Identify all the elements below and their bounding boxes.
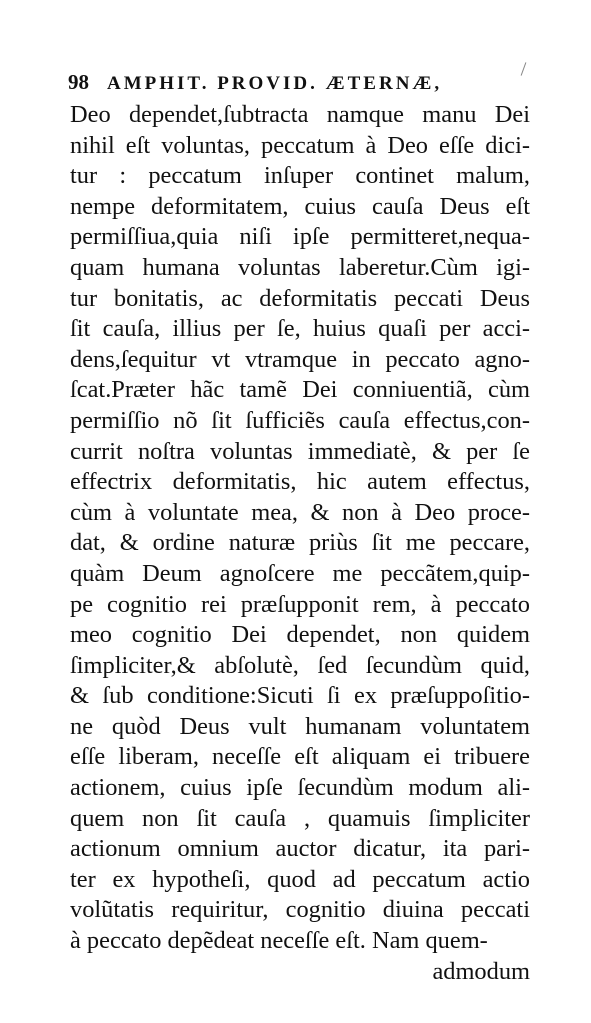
text-line: quam humana voluntas laberetur.Cùm igi- bbox=[70, 253, 530, 281]
running-head bbox=[68, 70, 528, 100]
text-line: dens,ſequitur vt vtramque in peccato agno- bbox=[70, 345, 530, 373]
running-title: AMPHIT. PROVID. ÆTERNÆ, bbox=[107, 73, 443, 94]
text-line: cùm à voluntate mea, & non à Deo proce- bbox=[70, 498, 530, 526]
text-line: à peccato depẽdeat neceſſe eſt. Nam quem- bbox=[70, 927, 488, 955]
text-line: ter ex hypotheſi, quod ad peccatum actio bbox=[70, 865, 530, 893]
main-text-block bbox=[70, 100, 530, 987]
text-line: meo cognitio Dei dependet, non quidem bbox=[70, 621, 530, 649]
text-line: permiſſiua,quia niſi ipſe permitteret,nequa- bbox=[70, 223, 530, 251]
text-line: currit noſtra voluntas immediatè, & per ſe bbox=[70, 437, 530, 465]
text-line: ſimpliciter,& abſolutè, ſed ſecundùm quid, bbox=[70, 651, 530, 679]
text-line: quem non ſit cauſa , quamuis ſimpliciter bbox=[70, 804, 530, 832]
text-line: quàm Deum agnoſcere me peccãtem,quip- bbox=[70, 559, 530, 587]
text-line: dat, & ordine naturæ priùs ſit me peccare, bbox=[70, 529, 530, 557]
text-line: permiſſio nõ ſit ſufficiẽs cauſa effectus,con- bbox=[70, 406, 530, 434]
text-line: nihil eſt voluntas, peccatum à Deo eſſe dici- bbox=[70, 131, 530, 159]
text-line: nempe deformitatem, cuius cauſa Deus eſt bbox=[70, 192, 530, 220]
catchword: admodum bbox=[432, 957, 530, 985]
text-line: actionum omnium auctor dicatur, ita pari- bbox=[70, 835, 530, 863]
text-line: tur bonitatis, ac deformitatis peccati Deus bbox=[70, 284, 530, 312]
text-line: tur : peccatum inſuper continet malum, bbox=[70, 162, 530, 190]
text-line: ſit cauſa, illius per ſe, huius quaſi per acci- bbox=[70, 315, 530, 343]
text-line: volũtatis requiritur, cognitio diuina peccati bbox=[70, 896, 530, 924]
text-line: ne quòd Deus vult humanam voluntatem bbox=[70, 712, 530, 740]
text-line: ſcat.Præter hãc tamẽ Dei conniuentiã, cùm bbox=[70, 376, 530, 404]
text-line: & ſub conditione:Sicuti ſi ex præſuppoſitio- bbox=[70, 682, 530, 710]
text-line: eſſe liberam, neceſſe eſt aliquam ei tribuere bbox=[70, 743, 530, 771]
text-line: pe cognitio rei præſupponit rem, à peccato bbox=[70, 590, 530, 618]
page-number: 98 bbox=[68, 70, 89, 94]
text-line: actionem, cuius ipſe ſecundùm modum ali- bbox=[70, 774, 530, 802]
text-line: Deo dependet,ſubtracta namque manu Dei bbox=[70, 101, 530, 128]
text-line: effectrix deformitatis, hic autem effectus, bbox=[70, 468, 530, 496]
